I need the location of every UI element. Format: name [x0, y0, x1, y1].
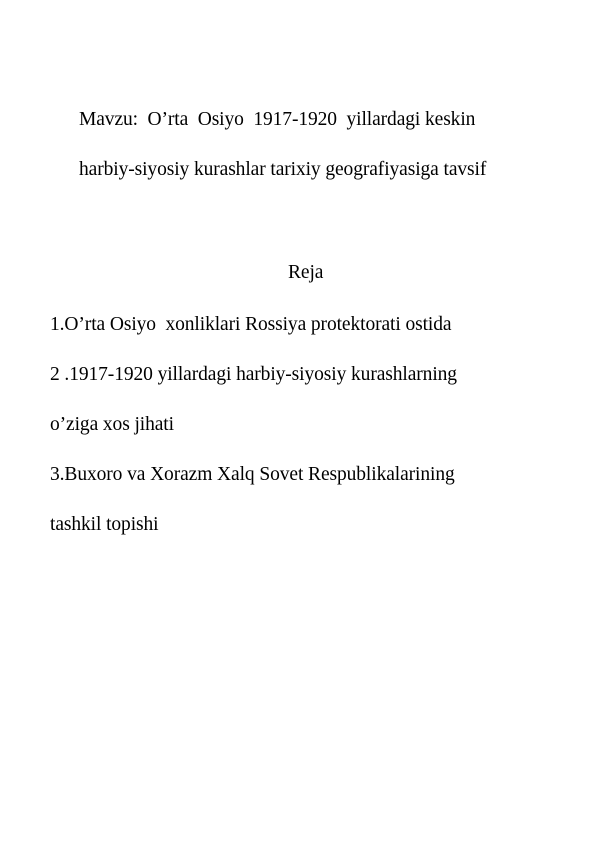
- plan-item-1: 1.O’rta Osiyo xonliklari Rossiya protektorati ostida: [50, 314, 452, 335]
- plan-item-3-line-1: 3.Buxoro va Xorazm Xalq Sovet Respublikalarining: [50, 464, 455, 485]
- plan-item-2-line-1: 2 .1917-1920 yillardagi harbiy-siyosiy kurashlarning: [50, 364, 457, 385]
- plan-item-2-line-2: o’ziga xos jihati: [50, 414, 174, 435]
- plan-item-3-line-2: tashkil topishi: [50, 514, 159, 535]
- topic-title-line-2: harbiy-siyosiy kurashlar tarixiy geografiyasiga tavsif: [79, 159, 487, 180]
- plan-heading: Reja: [288, 262, 324, 283]
- topic-title-line-1: Mavzu: O’rta Osiyo 1917-1920 yillardagi keskin: [79, 109, 476, 130]
